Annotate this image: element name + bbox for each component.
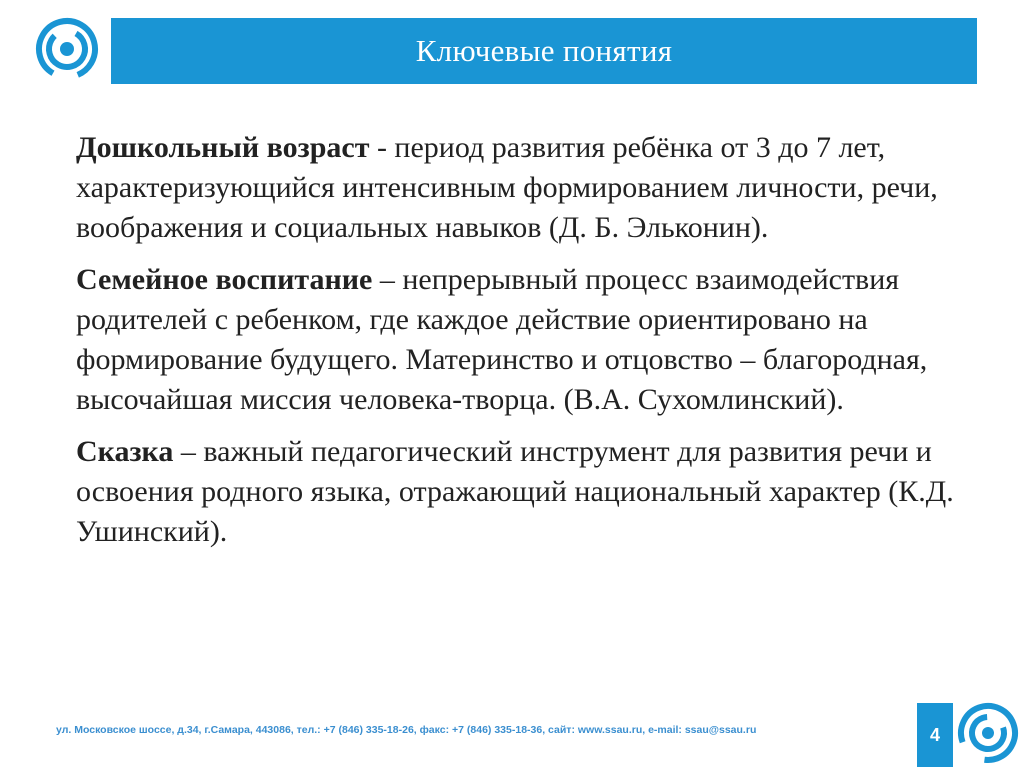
title-bar bbox=[111, 18, 977, 84]
slide-content bbox=[76, 128, 956, 564]
definition-text: – непрерывный процесс взаимодействия родителей с ребенком, где каждое действие ориентировано на формирование будущего. Материнство и отцовство – благородная, высочайшая миссия человека-творца. (В.А. Сухомлинский). bbox=[76, 263, 928, 416]
slide-title: Ключевые понятия bbox=[415, 33, 673, 68]
definition-text: – важный педагогический инструмент для развития речи и освоения родного языка, отражающий национальный характер (К.Д. Ушинский). bbox=[76, 435, 954, 548]
definition-paragraph bbox=[76, 432, 956, 552]
definition-text: - период развития ребёнка от 3 до 7 лет, характеризующийся интенсивным формированием личности, речи, воображения и социальных навыков (Д. Б. Эльконин). bbox=[76, 131, 938, 244]
ssau-logo-icon bbox=[34, 16, 100, 82]
definition-term: Дошкольный возраст bbox=[76, 131, 370, 164]
ssau-logo-icon bbox=[955, 700, 1021, 766]
definition-term: Семейное воспитание bbox=[76, 263, 373, 296]
footer-contacts: ул. Московское шоссе, д.34, г.Самара, 443086, тел.: +7 (846) 335-18-26, факс: +7 (846) 335-18-36, сайт: www.ssau.ru, e-mail: ssau@ssau.ru bbox=[56, 724, 757, 736]
page-number-badge bbox=[917, 703, 953, 767]
definition-paragraph bbox=[76, 128, 956, 248]
definition-paragraph bbox=[76, 260, 956, 420]
definition-term: Сказка bbox=[76, 435, 174, 468]
page-number: 4 bbox=[929, 724, 940, 745]
